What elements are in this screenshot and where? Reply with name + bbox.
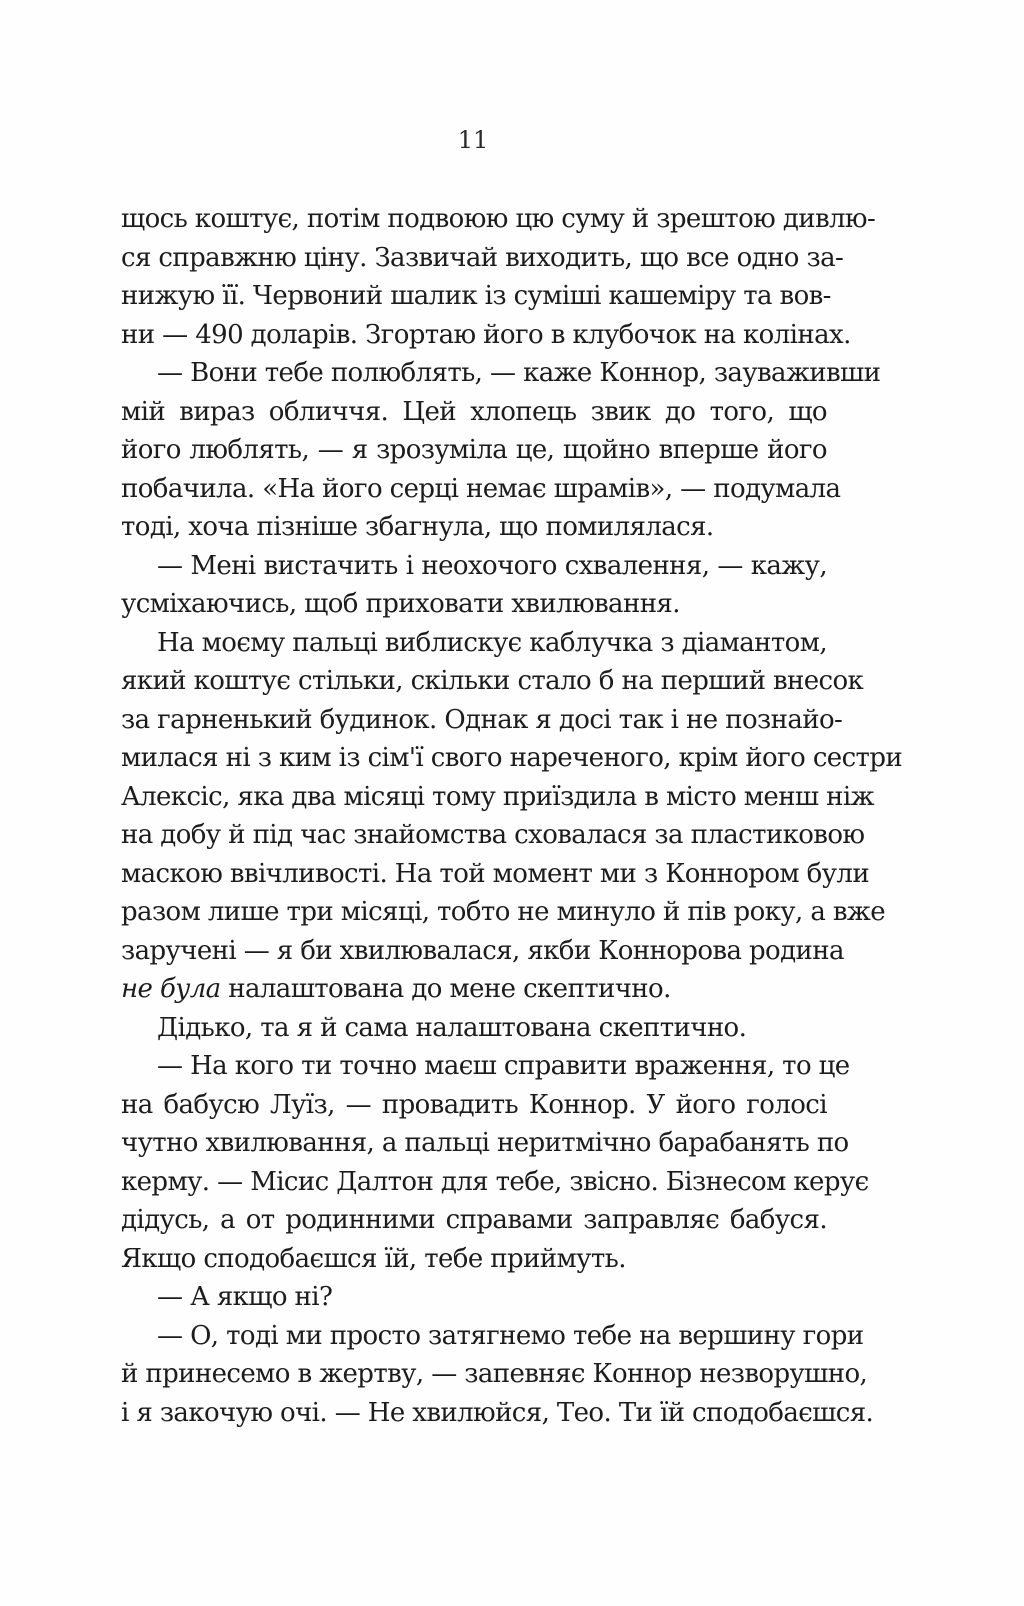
text-line: щось коштує, потім подвоюю цю суму й зрештою дивлю- [121,204,876,234]
text-line: — Вони тебе полюблять, — каже Коннор, зауваживши [157,358,881,388]
text-line: Алексіс, яка два місяці тому приїздила в місто менш ніж [121,781,874,812]
text-line: і я закочую очі. — Не хвилюйся, Тео. Ти їй сподобаєшся. [121,1397,874,1428]
text-line: побачила. «На його серці немає шрамів», — подумала [121,473,841,504]
text-line: милася ні з ким із сім'ї свого нареченого, крім його сестри [121,743,903,773]
text-line: ся справжню ціну. Зазвичай виходить, що все одно за- [121,242,844,273]
text-line: на добу й під час знайомства сховалася за пластиковою [121,820,865,850]
text-line: мій вираз обличчя. Цей хлопець звик до того, що [121,396,827,427]
text-line: На моєму пальці виблискує каблучка з діамантом, [157,627,827,658]
text-line: нижую її. Червоний шалик із суміші кашеміру та вов- [121,281,831,311]
text-line: маскою ввічливості. На той момент ми з Коннором були [121,858,870,889]
text-line: Якщо сподобаєшся їй, тебе приймуть. [121,1243,626,1274]
text-line: й принесемо в жертву, — запевняє Коннор незворушно, [121,1359,868,1389]
text-line: який коштує стільки, скільки стало б на перший внесок [121,666,864,696]
text-line: — Мені вистачить і неохочого схвалення, — кажу, [157,550,827,581]
text-line: його люблять, — я зрозуміла це, щойно вперше його [121,435,827,465]
body-text [121,200,903,1432]
text-line: на бабусю Луїз, — провадить Коннор. У його голосі [121,1089,827,1120]
text-line: керму. — Місис Далтон для тебе, звісно. Бізнесом керує [121,1166,869,1197]
page-number: 11 [457,126,489,154]
text-line: заручені — я би хвилювалася, якби Коннорова родина [121,935,844,966]
text-line: ни — 490 доларів. Згортаю його в клубочок на колінах. [121,319,851,350]
text-line: дідусь, а от родинними справами заправляє бабуся. [121,1205,827,1235]
text-line-rest: налаштована до мене скептично. [220,974,671,1004]
text-line: — На кого ти точно маєш справити враження, то це [157,1051,850,1081]
italic-emphasis: не була [121,974,221,1004]
text-line: — О, тоді ми просто затягнемо тебе на вершину гори [157,1320,864,1351]
text-line: разом лише три місяці, тобто не минуло й пів року, а вже [121,897,886,927]
text-line: чутно хвилювання, а пальці неритмічно барабанять по [121,1128,849,1158]
text-line: — А якщо ні? [157,1282,333,1312]
text-line: усміхаючись, щоб приховати хвилювання. [121,589,680,619]
text-line: тоді, хоча пізніше збагнула, що помилялася. [121,512,714,542]
text-line: Дідько, та я й сама налаштована скептично. [157,1012,747,1043]
text-line: за гарненький будинок. Однак я досі так і не познайо- [121,704,843,735]
text-line [121,970,827,1009]
